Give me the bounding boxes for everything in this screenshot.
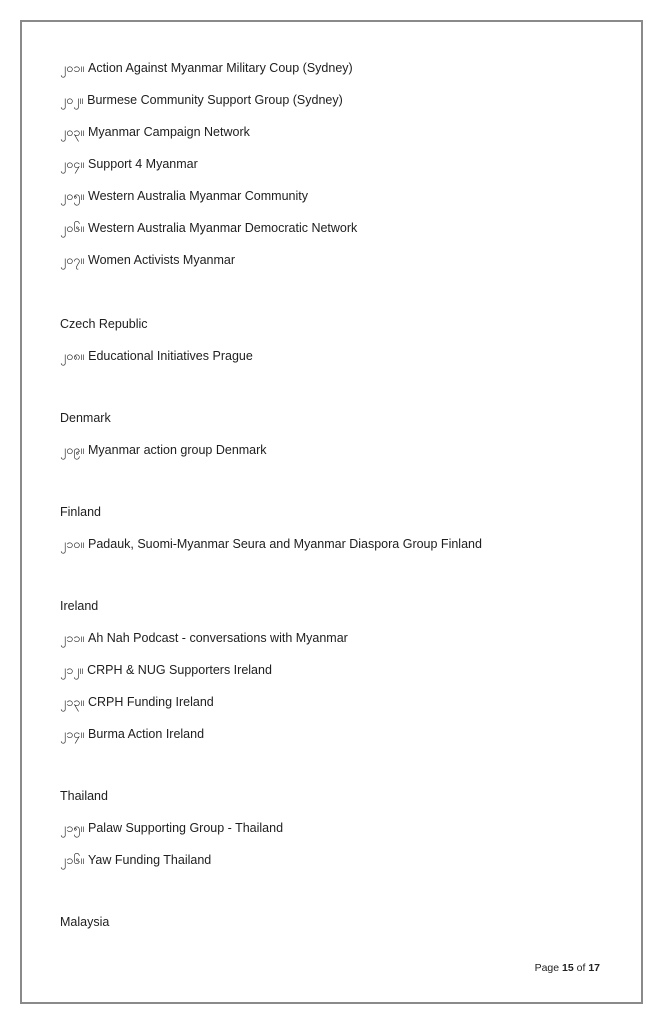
list-item (60, 188, 308, 204)
list-item (60, 694, 214, 710)
item-text: Myanmar Campaign Network (88, 125, 250, 139)
item-text: Yaw Funding Thailand (88, 853, 212, 867)
item-number: ၂၁၁။ (60, 631, 84, 645)
list-item (60, 852, 211, 868)
item-text: Burmese Community Support Group (Sydney) (87, 93, 343, 107)
list-item (60, 252, 235, 268)
item-text: Padauk, Suomi-Myanmar Seura and Myanmar Diaspora Group Finland (88, 537, 482, 551)
country-heading-czech-republic: Czech Republic (60, 317, 148, 331)
item-text: Action Against Myanmar Military Coup (Sydney) (88, 61, 353, 75)
list-item (60, 726, 204, 742)
list-item (60, 630, 348, 646)
item-text: Support 4 Myanmar (88, 157, 198, 171)
item-number: ၂၀၅။ (60, 189, 84, 203)
item-number: ၂၀၂။ (60, 93, 84, 107)
list-item (60, 92, 343, 108)
item-text: Myanmar action group Denmark (88, 443, 267, 457)
total-pages: 17 (588, 962, 600, 974)
list-item (60, 124, 250, 140)
item-number: ၂၁၆။ (60, 853, 84, 867)
item-number: ၂၀၈။ (60, 349, 85, 363)
item-number: ၂၀၆။ (60, 221, 84, 235)
item-text: Palaw Supporting Group - Thailand (88, 821, 284, 835)
item-number: ၂၀၄။ (60, 157, 84, 171)
current-page: 15 (562, 962, 574, 974)
item-text: Western Australia Myanmar Democratic Network (88, 221, 358, 235)
item-number: ၂၁၂။ (60, 663, 84, 677)
item-number: ၂၀၁။ (60, 61, 84, 75)
item-text: CRPH & NUG Supporters Ireland (87, 663, 272, 677)
list-item (60, 820, 283, 836)
list-item (60, 156, 198, 172)
country-heading-malaysia: Malaysia (60, 915, 110, 929)
of-label: of (576, 962, 586, 974)
item-number: ၂၁၃။ (60, 695, 84, 709)
page-label: Page (534, 962, 560, 974)
list-item (60, 536, 482, 552)
item-number: ၂၀၇။ (60, 253, 84, 267)
item-text: Ah Nah Podcast - conversations with Myanmar (88, 631, 348, 645)
item-number: ၂၀၃။ (60, 125, 84, 139)
item-text: Women Activists Myanmar (88, 253, 236, 267)
item-number: ၂၁၄။ (60, 727, 84, 741)
page-number-footer (535, 962, 600, 974)
item-text: Educational Initiatives Prague (88, 349, 253, 363)
list-item (60, 442, 267, 458)
country-heading-thailand: Thailand (60, 789, 108, 803)
country-heading-ireland: Ireland (60, 599, 99, 613)
list-item (60, 60, 353, 76)
item-number: ၂၁၀။ (60, 537, 84, 551)
item-text: Western Australia Myanmar Community (88, 189, 308, 203)
country-heading-denmark: Denmark (60, 411, 111, 425)
list-item (60, 662, 272, 678)
country-heading-finland: Finland (60, 505, 101, 519)
item-number: ၂၁၅။ (60, 821, 84, 835)
item-text: CRPH Funding Ireland (88, 695, 214, 709)
item-number: ၂၀၉။ (60, 443, 84, 457)
list-item (60, 220, 357, 236)
list-item (60, 348, 253, 364)
item-text: Burma Action Ireland (88, 727, 205, 741)
